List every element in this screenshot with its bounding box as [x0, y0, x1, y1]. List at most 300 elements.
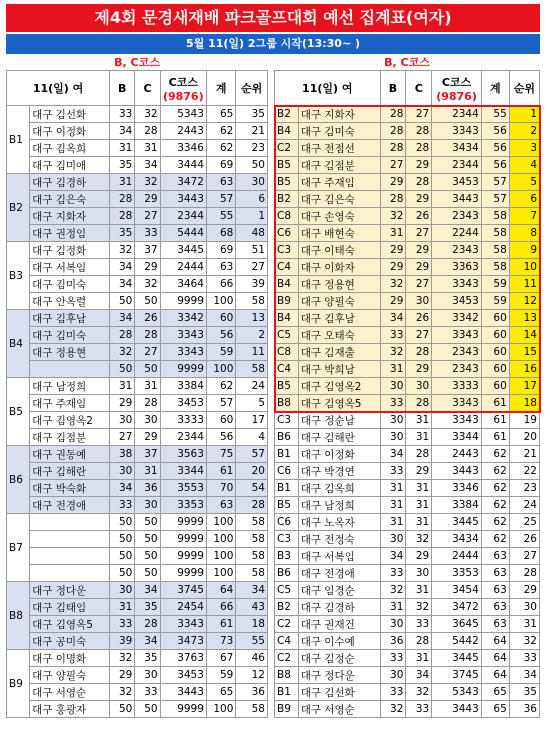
course-code: 3343 — [160, 344, 206, 361]
course-group: B4 — [275, 276, 299, 293]
rank: 5 — [236, 395, 268, 412]
score-total: 57 — [206, 191, 235, 208]
score-total: 60 — [481, 310, 509, 327]
score-total: 73 — [206, 633, 235, 650]
score-total: 59 — [206, 344, 235, 361]
rank: 58 — [236, 565, 268, 582]
score-c: 50 — [135, 514, 160, 531]
left-table-row — [7, 310, 268, 327]
rank: 58 — [236, 531, 268, 548]
score-total: 67 — [206, 650, 235, 667]
score-c: 29 — [406, 548, 432, 565]
player-name — [30, 531, 110, 548]
score-c: 32 — [135, 276, 160, 293]
left-table-row — [7, 633, 268, 650]
score-c: 27 — [135, 208, 160, 225]
left-group-label: B3 — [7, 242, 30, 310]
score-c: 32 — [135, 174, 160, 191]
score-b: 39 — [110, 633, 135, 650]
score-b: 31 — [380, 514, 406, 531]
rank: 35 — [236, 106, 268, 123]
course-code: 3353 — [432, 565, 482, 582]
score-total: 100 — [206, 548, 235, 565]
score-b: 36 — [380, 633, 406, 650]
rank: 9 — [509, 242, 539, 259]
rank: 28 — [236, 497, 268, 514]
right-table-row — [275, 548, 540, 565]
rank: 8 — [509, 225, 539, 242]
score-b: 50 — [110, 531, 135, 548]
player-name: 대구 김영옥2 — [30, 412, 110, 429]
score-total: 64 — [206, 582, 235, 599]
right-table-row — [275, 361, 540, 378]
rank: 31 — [509, 616, 539, 633]
left-table-row — [7, 157, 268, 174]
score-c: 31 — [135, 463, 160, 480]
rank: 14 — [509, 327, 539, 344]
player-name: 대구 정순남 — [298, 412, 380, 429]
score-total: 58 — [481, 208, 509, 225]
right-table-row — [275, 225, 540, 242]
left-header-row — [7, 71, 268, 106]
score-b: 30 — [110, 582, 135, 599]
right-table-row — [275, 633, 540, 650]
course-code: 2444 — [432, 548, 482, 565]
score-b: 32 — [380, 344, 406, 361]
player-name: 대구 배현숙 — [298, 225, 380, 242]
player-name: 대구 김미숙 — [30, 327, 110, 344]
rank: 7 — [509, 208, 539, 225]
player-name: 대구 지화자 — [30, 208, 110, 225]
score-c: 33 — [406, 616, 432, 633]
right-table-row — [275, 208, 540, 225]
course-code: 3454 — [432, 582, 482, 599]
score-b: 30 — [110, 412, 135, 429]
left-table-row — [7, 565, 268, 582]
player-name: 대구 김경하 — [30, 174, 110, 191]
course-code: 3343 — [432, 276, 482, 293]
right-table-row — [275, 582, 540, 599]
score-c: 36 — [135, 480, 160, 497]
right-table-row — [275, 531, 540, 548]
score-b: 30 — [380, 531, 406, 548]
course-group: C3 — [275, 531, 299, 548]
course-code: 3453 — [160, 395, 206, 412]
right-table-row — [275, 242, 540, 259]
score-c: 28 — [406, 446, 432, 463]
player-name: 대구 김옥희 — [298, 480, 380, 497]
left-table-row — [7, 259, 268, 276]
rank: 35 — [509, 684, 539, 701]
score-total: 100 — [206, 293, 235, 310]
score-b: 34 — [110, 276, 135, 293]
score-total: 56 — [481, 140, 509, 157]
course-group: C4 — [275, 633, 299, 650]
player-name: 대구 김은숙 — [30, 191, 110, 208]
rank: 11 — [509, 276, 539, 293]
right-table-row — [275, 174, 540, 191]
rank: 16 — [509, 361, 539, 378]
score-b: 29 — [380, 174, 406, 191]
score-total: 60 — [481, 344, 509, 361]
score-c: 31 — [406, 650, 432, 667]
rank: 19 — [509, 412, 539, 429]
score-c: 28 — [406, 633, 432, 650]
score-c: 28 — [135, 123, 160, 140]
score-b: 31 — [110, 140, 135, 157]
score-total: 65 — [206, 106, 235, 123]
score-b: 50 — [110, 565, 135, 582]
score-b: 32 — [110, 684, 135, 701]
score-b: 28 — [110, 208, 135, 225]
score-total: 63 — [481, 582, 509, 599]
score-total: 63 — [481, 599, 509, 616]
score-b: 30 — [380, 667, 406, 684]
score-total: 60 — [481, 378, 509, 395]
rank: 13 — [236, 310, 268, 327]
rank: 11 — [236, 344, 268, 361]
score-b: 30 — [380, 429, 406, 446]
left-table-row — [7, 582, 268, 599]
score-total: 61 — [206, 463, 235, 480]
score-b: 30 — [380, 616, 406, 633]
course-group: B3 — [275, 548, 299, 565]
course-group: B5 — [275, 174, 299, 191]
right-table-row — [275, 327, 540, 344]
score-c: 31 — [406, 582, 432, 599]
player-name: 대구 김점분 — [30, 429, 110, 446]
right-header-b: B — [380, 71, 406, 106]
course-group: C6 — [275, 225, 299, 242]
player-name: 대구 김정화 — [30, 242, 110, 259]
left-table-row — [7, 327, 268, 344]
left-group-label: B8 — [7, 582, 30, 650]
player-name: 대구 이수예 — [298, 633, 380, 650]
score-b: 31 — [380, 361, 406, 378]
player-name: 대구 지화자 — [298, 106, 380, 123]
score-total: 100 — [206, 565, 235, 582]
player-name: 대구 박희남 — [298, 361, 380, 378]
player-name: 대구 박숙화 — [30, 480, 110, 497]
left-table-row — [7, 276, 268, 293]
course-code: 5343 — [160, 106, 206, 123]
score-total: 62 — [206, 140, 235, 157]
right-table-row — [275, 565, 540, 582]
score-total: 62 — [481, 514, 509, 531]
course-code: 3434 — [432, 531, 482, 548]
left-table-row — [7, 480, 268, 497]
score-c: 50 — [135, 293, 160, 310]
player-name: 대구 남정희 — [298, 497, 380, 514]
right-table-row — [275, 616, 540, 633]
score-c: 31 — [135, 140, 160, 157]
player-name: 대구 김옥희 — [30, 140, 110, 157]
left-table-row — [7, 191, 268, 208]
score-total: 58 — [481, 242, 509, 259]
score-total: 100 — [206, 361, 235, 378]
score-c: 37 — [135, 242, 160, 259]
score-b: 34 — [110, 259, 135, 276]
left-table-row — [7, 344, 268, 361]
score-b: 32 — [110, 242, 135, 259]
left-table-row — [7, 667, 268, 684]
right-header-rank: 순위 — [509, 71, 539, 106]
course-code: 2344 — [432, 157, 482, 174]
rank: 20 — [509, 429, 539, 446]
player-name: 대구 김후남 — [30, 310, 110, 327]
left-table-row — [7, 242, 268, 259]
rank: 57 — [236, 446, 268, 463]
player-name: 대구 김해란 — [298, 429, 380, 446]
player-name: 대구 김미숙 — [298, 123, 380, 140]
score-c: 29 — [135, 191, 160, 208]
player-name: 대구 권정임 — [30, 225, 110, 242]
left-group-label: B2 — [7, 174, 30, 242]
left-table-row — [7, 361, 268, 378]
course-code: 3353 — [160, 497, 206, 514]
right-table-row — [275, 106, 540, 123]
course-code: 2244 — [432, 225, 482, 242]
rank: 21 — [236, 123, 268, 140]
rank: 2 — [236, 327, 268, 344]
player-name: 대구 김은숙 — [298, 191, 380, 208]
left-table-row — [7, 514, 268, 531]
score-b: 33 — [380, 395, 406, 412]
right-ranking-table — [274, 70, 540, 718]
left-score-table — [6, 70, 268, 718]
course-code: 5444 — [160, 225, 206, 242]
course-code: 3363 — [432, 259, 482, 276]
course-group: C2 — [275, 650, 299, 667]
score-b: 31 — [380, 225, 406, 242]
score-c: 33 — [406, 701, 432, 718]
course-group: B8 — [275, 667, 299, 684]
player-name: 대구 정용현 — [30, 344, 110, 361]
course-code: 3384 — [432, 497, 482, 514]
course-group: C6 — [275, 514, 299, 531]
rank: 27 — [509, 548, 539, 565]
player-name: 대구 김재출 — [298, 344, 380, 361]
left-table-row — [7, 684, 268, 701]
player-name: 대구 박경연 — [298, 463, 380, 480]
score-c: 29 — [406, 463, 432, 480]
left-header-rank: 순위 — [236, 71, 268, 106]
rank: 12 — [509, 293, 539, 310]
course-group: B2 — [275, 191, 299, 208]
course-code: 3343 — [432, 412, 482, 429]
course-code: 3445 — [432, 514, 482, 531]
score-total: 100 — [206, 531, 235, 548]
rank: 27 — [236, 259, 268, 276]
player-name: 대구 정다운 — [298, 667, 380, 684]
rank: 1 — [236, 208, 268, 225]
left-table-row — [7, 531, 268, 548]
score-c: 31 — [406, 429, 432, 446]
left-table-row — [7, 446, 268, 463]
left-table-row — [7, 412, 268, 429]
player-name: 대구 서영순 — [30, 684, 110, 701]
course-group: B1 — [275, 684, 299, 701]
rank: 34 — [509, 667, 539, 684]
rank: 36 — [509, 701, 539, 718]
score-c: 32 — [406, 599, 432, 616]
course-code: 3343 — [160, 616, 206, 633]
player-name: 대구 이화자 — [298, 259, 380, 276]
course-code: 3445 — [160, 242, 206, 259]
left-table-row — [7, 123, 268, 140]
player-name: 대구 이정화 — [298, 446, 380, 463]
course-group: C4 — [275, 361, 299, 378]
left-header-c: C — [135, 71, 160, 106]
rank: 54 — [236, 480, 268, 497]
player-name: 대구 김선화 — [298, 684, 380, 701]
course-code: 2343 — [432, 344, 482, 361]
player-name: 대구 안옥렬 — [30, 293, 110, 310]
left-table-row — [7, 548, 268, 565]
course-group: B2 — [275, 599, 299, 616]
course-group: B5 — [275, 378, 299, 395]
rank: 48 — [236, 225, 268, 242]
score-b: 28 — [380, 123, 406, 140]
score-total: 59 — [481, 276, 509, 293]
rank: 2 — [509, 123, 539, 140]
course-group: C6 — [275, 463, 299, 480]
player-name: 대구 서복임 — [298, 548, 380, 565]
right-table-row — [275, 497, 540, 514]
left-table-row — [7, 395, 268, 412]
score-c: 35 — [135, 599, 160, 616]
player-name: 대구 공미숙 — [30, 633, 110, 650]
course-code: 2343 — [432, 361, 482, 378]
rank: 50 — [236, 157, 268, 174]
score-c: 31 — [406, 497, 432, 514]
score-total: 58 — [481, 259, 509, 276]
course-group: B6 — [275, 565, 299, 582]
course-group: B4 — [275, 310, 299, 327]
course-code: 9999 — [160, 701, 206, 718]
score-total: 65 — [206, 684, 235, 701]
score-b: 33 — [110, 106, 135, 123]
player-name: 대구 홍광자 — [30, 701, 110, 718]
course-code: 3645 — [432, 616, 482, 633]
rank: 39 — [236, 276, 268, 293]
score-b: 27 — [110, 429, 135, 446]
score-total: 100 — [206, 701, 235, 718]
score-b: 30 — [380, 378, 406, 395]
course-code: 3344 — [160, 463, 206, 480]
score-total: 64 — [481, 633, 509, 650]
score-c: 28 — [406, 344, 432, 361]
score-b: 33 — [380, 327, 406, 344]
course-group: C5 — [275, 582, 299, 599]
score-b: 33 — [110, 497, 135, 514]
course-code: 3443 — [432, 701, 482, 718]
score-c: 37 — [135, 446, 160, 463]
score-c: 28 — [406, 174, 432, 191]
right-table-row — [275, 514, 540, 531]
rank: 1 — [509, 106, 539, 123]
score-b: 33 — [110, 616, 135, 633]
score-total: 60 — [206, 310, 235, 327]
score-b: 29 — [380, 293, 406, 310]
score-b: 29 — [380, 242, 406, 259]
course-code: 9999 — [160, 293, 206, 310]
score-total: 59 — [206, 667, 235, 684]
score-c: 30 — [135, 412, 160, 429]
score-c: 31 — [406, 514, 432, 531]
right-table-row — [275, 259, 540, 276]
score-b: 31 — [380, 599, 406, 616]
rank: 15 — [509, 344, 539, 361]
left-table-row — [7, 174, 268, 191]
left-group-label: B6 — [7, 446, 30, 514]
player-name: 대구 전경애 — [298, 565, 380, 582]
course-code: 2444 — [160, 259, 206, 276]
player-name: 대구 김점분 — [298, 157, 380, 174]
left-header-b: B — [110, 71, 135, 106]
rank: 6 — [509, 191, 539, 208]
score-b: 34 — [110, 123, 135, 140]
player-name: 대구 남정희 — [30, 378, 110, 395]
course-code: 9999 — [160, 514, 206, 531]
score-c: 30 — [135, 667, 160, 684]
right-header-code: (9876) — [436, 89, 477, 103]
score-total: 61 — [206, 616, 235, 633]
score-c: 29 — [135, 259, 160, 276]
course-code: 9999 — [160, 548, 206, 565]
rank: 32 — [509, 633, 539, 650]
player-name: 대구 김해란 — [30, 463, 110, 480]
score-b: 29 — [380, 259, 406, 276]
left-table-row — [7, 106, 268, 123]
score-b: 31 — [110, 174, 135, 191]
score-total: 57 — [481, 191, 509, 208]
right-header-total: 계 — [481, 71, 509, 106]
score-total: 62 — [206, 123, 235, 140]
course-group: C3 — [275, 242, 299, 259]
rank: 51 — [236, 242, 268, 259]
course-code: 3745 — [160, 582, 206, 599]
rank: 28 — [509, 565, 539, 582]
score-c: 29 — [135, 429, 160, 446]
rank: 33 — [509, 650, 539, 667]
right-table-row — [275, 293, 540, 310]
score-b: 50 — [110, 293, 135, 310]
course-group: B2 — [275, 106, 299, 123]
score-total: 62 — [206, 378, 235, 395]
score-b: 31 — [110, 378, 135, 395]
right-table-row — [275, 395, 540, 412]
score-b: 34 — [380, 310, 406, 327]
score-c: 29 — [406, 361, 432, 378]
right-table-row — [275, 157, 540, 174]
player-name: 대구 임경순 — [298, 582, 380, 599]
course-group: B1 — [275, 480, 299, 497]
score-c: 50 — [135, 361, 160, 378]
course-code: 5442 — [432, 633, 482, 650]
left-table-row — [7, 616, 268, 633]
rank: 30 — [236, 174, 268, 191]
score-total: 75 — [206, 446, 235, 463]
player-name: 대구 주재임 — [30, 395, 110, 412]
course-code: 3443 — [160, 684, 206, 701]
course-group: B6 — [275, 429, 299, 446]
score-c: 26 — [135, 310, 160, 327]
player-name: 대구 전정숙 — [298, 531, 380, 548]
score-b: 34 — [110, 480, 135, 497]
score-total: 61 — [481, 429, 509, 446]
score-total: 63 — [481, 548, 509, 565]
